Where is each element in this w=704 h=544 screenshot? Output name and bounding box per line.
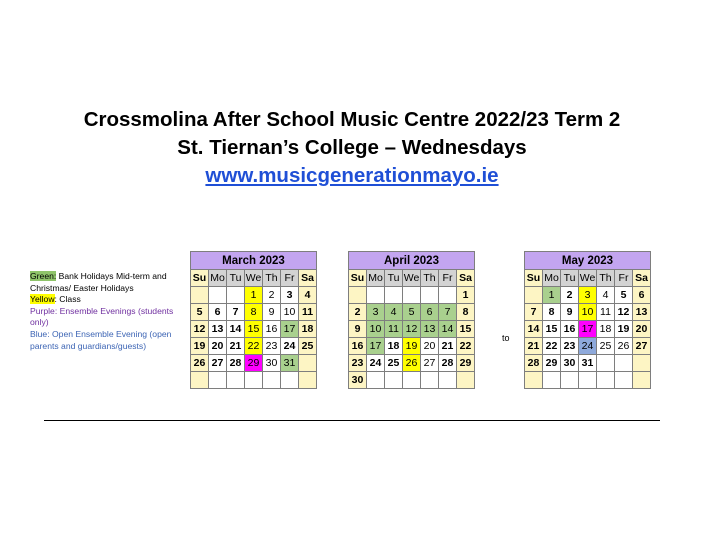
weekday-header: Th [597, 270, 615, 287]
day-cell [367, 372, 385, 389]
day-cell: 21 [439, 338, 457, 355]
day-cell: 24 [579, 338, 597, 355]
day-cell: 11 [385, 321, 403, 338]
day-cell: 5 [191, 304, 209, 321]
day-cell [263, 372, 281, 389]
day-cell: 19 [403, 338, 421, 355]
weekday-header: Su [525, 270, 543, 287]
page-subtitle: St. Tiernan’s College – Wednesdays [177, 136, 527, 159]
day-cell [403, 287, 421, 304]
website-link[interactable]: www.musicgenerationmayo.ie [205, 164, 499, 187]
day-cell: 30 [561, 355, 579, 372]
weekday-header: We [579, 270, 597, 287]
day-cell: 2 [349, 304, 367, 321]
day-cell: 27 [209, 355, 227, 372]
legend-green-label: Green: [30, 271, 57, 281]
day-cell: 28 [525, 355, 543, 372]
day-cell: 21 [227, 338, 245, 355]
day-cell: 14 [439, 321, 457, 338]
day-cell: 27 [633, 338, 651, 355]
day-cell: 22 [543, 338, 561, 355]
day-cell: 13 [209, 321, 227, 338]
day-cell: 9 [263, 304, 281, 321]
day-cell: 4 [597, 287, 615, 304]
day-cell: 16 [263, 321, 281, 338]
day-cell: 8 [543, 304, 561, 321]
day-cell: 9 [349, 321, 367, 338]
calendar-march [190, 251, 317, 389]
day-cell [385, 287, 403, 304]
day-cell: 30 [263, 355, 281, 372]
weekday-header: Su [191, 270, 209, 287]
day-cell [615, 372, 633, 389]
day-cell [299, 355, 317, 372]
day-cell: 29 [245, 355, 263, 372]
day-cell: 1 [245, 287, 263, 304]
day-cell [421, 372, 439, 389]
day-cell: 16 [561, 321, 579, 338]
to-label: to [502, 333, 510, 343]
month-header: April 2023 [349, 252, 475, 270]
day-cell [209, 287, 227, 304]
legend-green [30, 271, 188, 294]
day-cell: 17 [579, 321, 597, 338]
day-cell [633, 355, 651, 372]
legend-yellow [30, 294, 188, 306]
day-cell: 5 [403, 304, 421, 321]
day-cell: 1 [457, 287, 475, 304]
day-cell: 29 [543, 355, 561, 372]
day-cell [385, 372, 403, 389]
day-cell: 25 [597, 338, 615, 355]
month-header: March 2023 [191, 252, 317, 270]
day-cell: 4 [299, 287, 317, 304]
day-cell [245, 372, 263, 389]
day-cell: 7 [439, 304, 457, 321]
day-cell: 18 [299, 321, 317, 338]
weekday-header: Sa [299, 270, 317, 287]
day-cell: 31 [281, 355, 299, 372]
day-cell: 21 [525, 338, 543, 355]
day-cell: 20 [421, 338, 439, 355]
day-cell: 23 [561, 338, 579, 355]
day-cell: 7 [227, 304, 245, 321]
day-cell [191, 372, 209, 389]
day-cell [349, 287, 367, 304]
legend-yellow-text: : Class [54, 294, 81, 305]
day-cell: 23 [349, 355, 367, 372]
legend-green-text: Bank Holidays Mid-term and Christmas/ Easter Holidays [30, 271, 167, 293]
day-cell [421, 287, 439, 304]
day-cell: 20 [633, 321, 651, 338]
day-cell: 5 [615, 287, 633, 304]
day-cell: 3 [281, 287, 299, 304]
day-cell: 11 [299, 304, 317, 321]
legend-blue: Blue: Open Ensemble Evening (open parents and guardians/guests) [30, 328, 172, 351]
legend-yellow-label: Yellow [30, 294, 55, 305]
day-cell: 9 [561, 304, 579, 321]
weekday-header: Fr [439, 270, 457, 287]
day-cell [209, 372, 227, 389]
day-cell: 6 [209, 304, 227, 321]
day-cell: 6 [421, 304, 439, 321]
day-cell [597, 372, 615, 389]
weekday-header: We [403, 270, 421, 287]
day-cell: 26 [191, 355, 209, 372]
day-cell: 15 [543, 321, 561, 338]
day-cell: 13 [633, 304, 651, 321]
day-cell: 1 [543, 287, 561, 304]
day-cell [367, 287, 385, 304]
calendar-may [524, 251, 651, 389]
day-cell: 12 [191, 321, 209, 338]
day-cell: 14 [525, 321, 543, 338]
day-cell: 15 [457, 321, 475, 338]
day-cell [403, 372, 421, 389]
weekday-header: Tu [227, 270, 245, 287]
weekday-header: Fr [615, 270, 633, 287]
weekday-header: Su [349, 270, 367, 287]
day-cell: 10 [281, 304, 299, 321]
weekday-header: Tu [561, 270, 579, 287]
day-cell: 13 [421, 321, 439, 338]
day-cell: 16 [349, 338, 367, 355]
weekday-header: Mo [543, 270, 561, 287]
weekday-header: Tu [385, 270, 403, 287]
divider-line [44, 420, 660, 421]
day-cell: 11 [597, 304, 615, 321]
day-cell [597, 355, 615, 372]
day-cell: 30 [349, 372, 367, 389]
day-cell [561, 372, 579, 389]
day-cell: 18 [597, 321, 615, 338]
day-cell [191, 287, 209, 304]
day-cell: 12 [403, 321, 421, 338]
weekday-header: Sa [633, 270, 651, 287]
day-cell: 3 [579, 287, 597, 304]
day-cell: 27 [421, 355, 439, 372]
day-cell: 24 [367, 355, 385, 372]
day-cell: 28 [439, 355, 457, 372]
day-cell [525, 372, 543, 389]
weekday-header: Mo [367, 270, 385, 287]
weekday-header: Th [421, 270, 439, 287]
day-cell: 22 [245, 338, 263, 355]
day-cell: 2 [561, 287, 579, 304]
day-cell [439, 287, 457, 304]
day-cell [281, 372, 299, 389]
day-cell [525, 287, 543, 304]
day-cell: 31 [579, 355, 597, 372]
day-cell: 2 [263, 287, 281, 304]
weekday-header: Sa [457, 270, 475, 287]
day-cell: 29 [457, 355, 475, 372]
day-cell: 28 [227, 355, 245, 372]
day-cell [299, 372, 317, 389]
day-cell: 26 [615, 338, 633, 355]
page-title: Crossmolina After School Music Centre 2022/23 Term 2 [83, 108, 621, 131]
day-cell [579, 372, 597, 389]
day-cell: 23 [263, 338, 281, 355]
day-cell: 25 [299, 338, 317, 355]
day-cell: 10 [367, 321, 385, 338]
day-cell [227, 287, 245, 304]
day-cell: 19 [615, 321, 633, 338]
day-cell: 24 [281, 338, 299, 355]
calendar-april [348, 251, 475, 389]
day-cell: 12 [615, 304, 633, 321]
day-cell: 19 [191, 338, 209, 355]
weekday-header: Th [263, 270, 281, 287]
weekday-header: Fr [281, 270, 299, 287]
day-cell: 6 [633, 287, 651, 304]
weekday-header: Mo [209, 270, 227, 287]
day-cell: 26 [403, 355, 421, 372]
day-cell: 17 [367, 338, 385, 355]
day-cell [457, 372, 475, 389]
day-cell: 14 [227, 321, 245, 338]
day-cell: 18 [385, 338, 403, 355]
month-header: May 2023 [525, 252, 651, 270]
day-cell [615, 355, 633, 372]
color-legend [30, 271, 188, 352]
day-cell: 7 [525, 304, 543, 321]
day-cell [633, 372, 651, 389]
day-cell: 8 [245, 304, 263, 321]
day-cell: 8 [457, 304, 475, 321]
day-cell [439, 372, 457, 389]
day-cell: 10 [579, 304, 597, 321]
day-cell: 17 [281, 321, 299, 338]
day-cell [543, 372, 561, 389]
day-cell: 15 [245, 321, 263, 338]
day-cell: 25 [385, 355, 403, 372]
day-cell: 20 [209, 338, 227, 355]
day-cell: 3 [367, 304, 385, 321]
weekday-header: We [245, 270, 263, 287]
day-cell [227, 372, 245, 389]
day-cell: 22 [457, 338, 475, 355]
day-cell: 4 [385, 304, 403, 321]
legend-purple: Purple: Ensemble Evenings (students only) [30, 305, 174, 328]
